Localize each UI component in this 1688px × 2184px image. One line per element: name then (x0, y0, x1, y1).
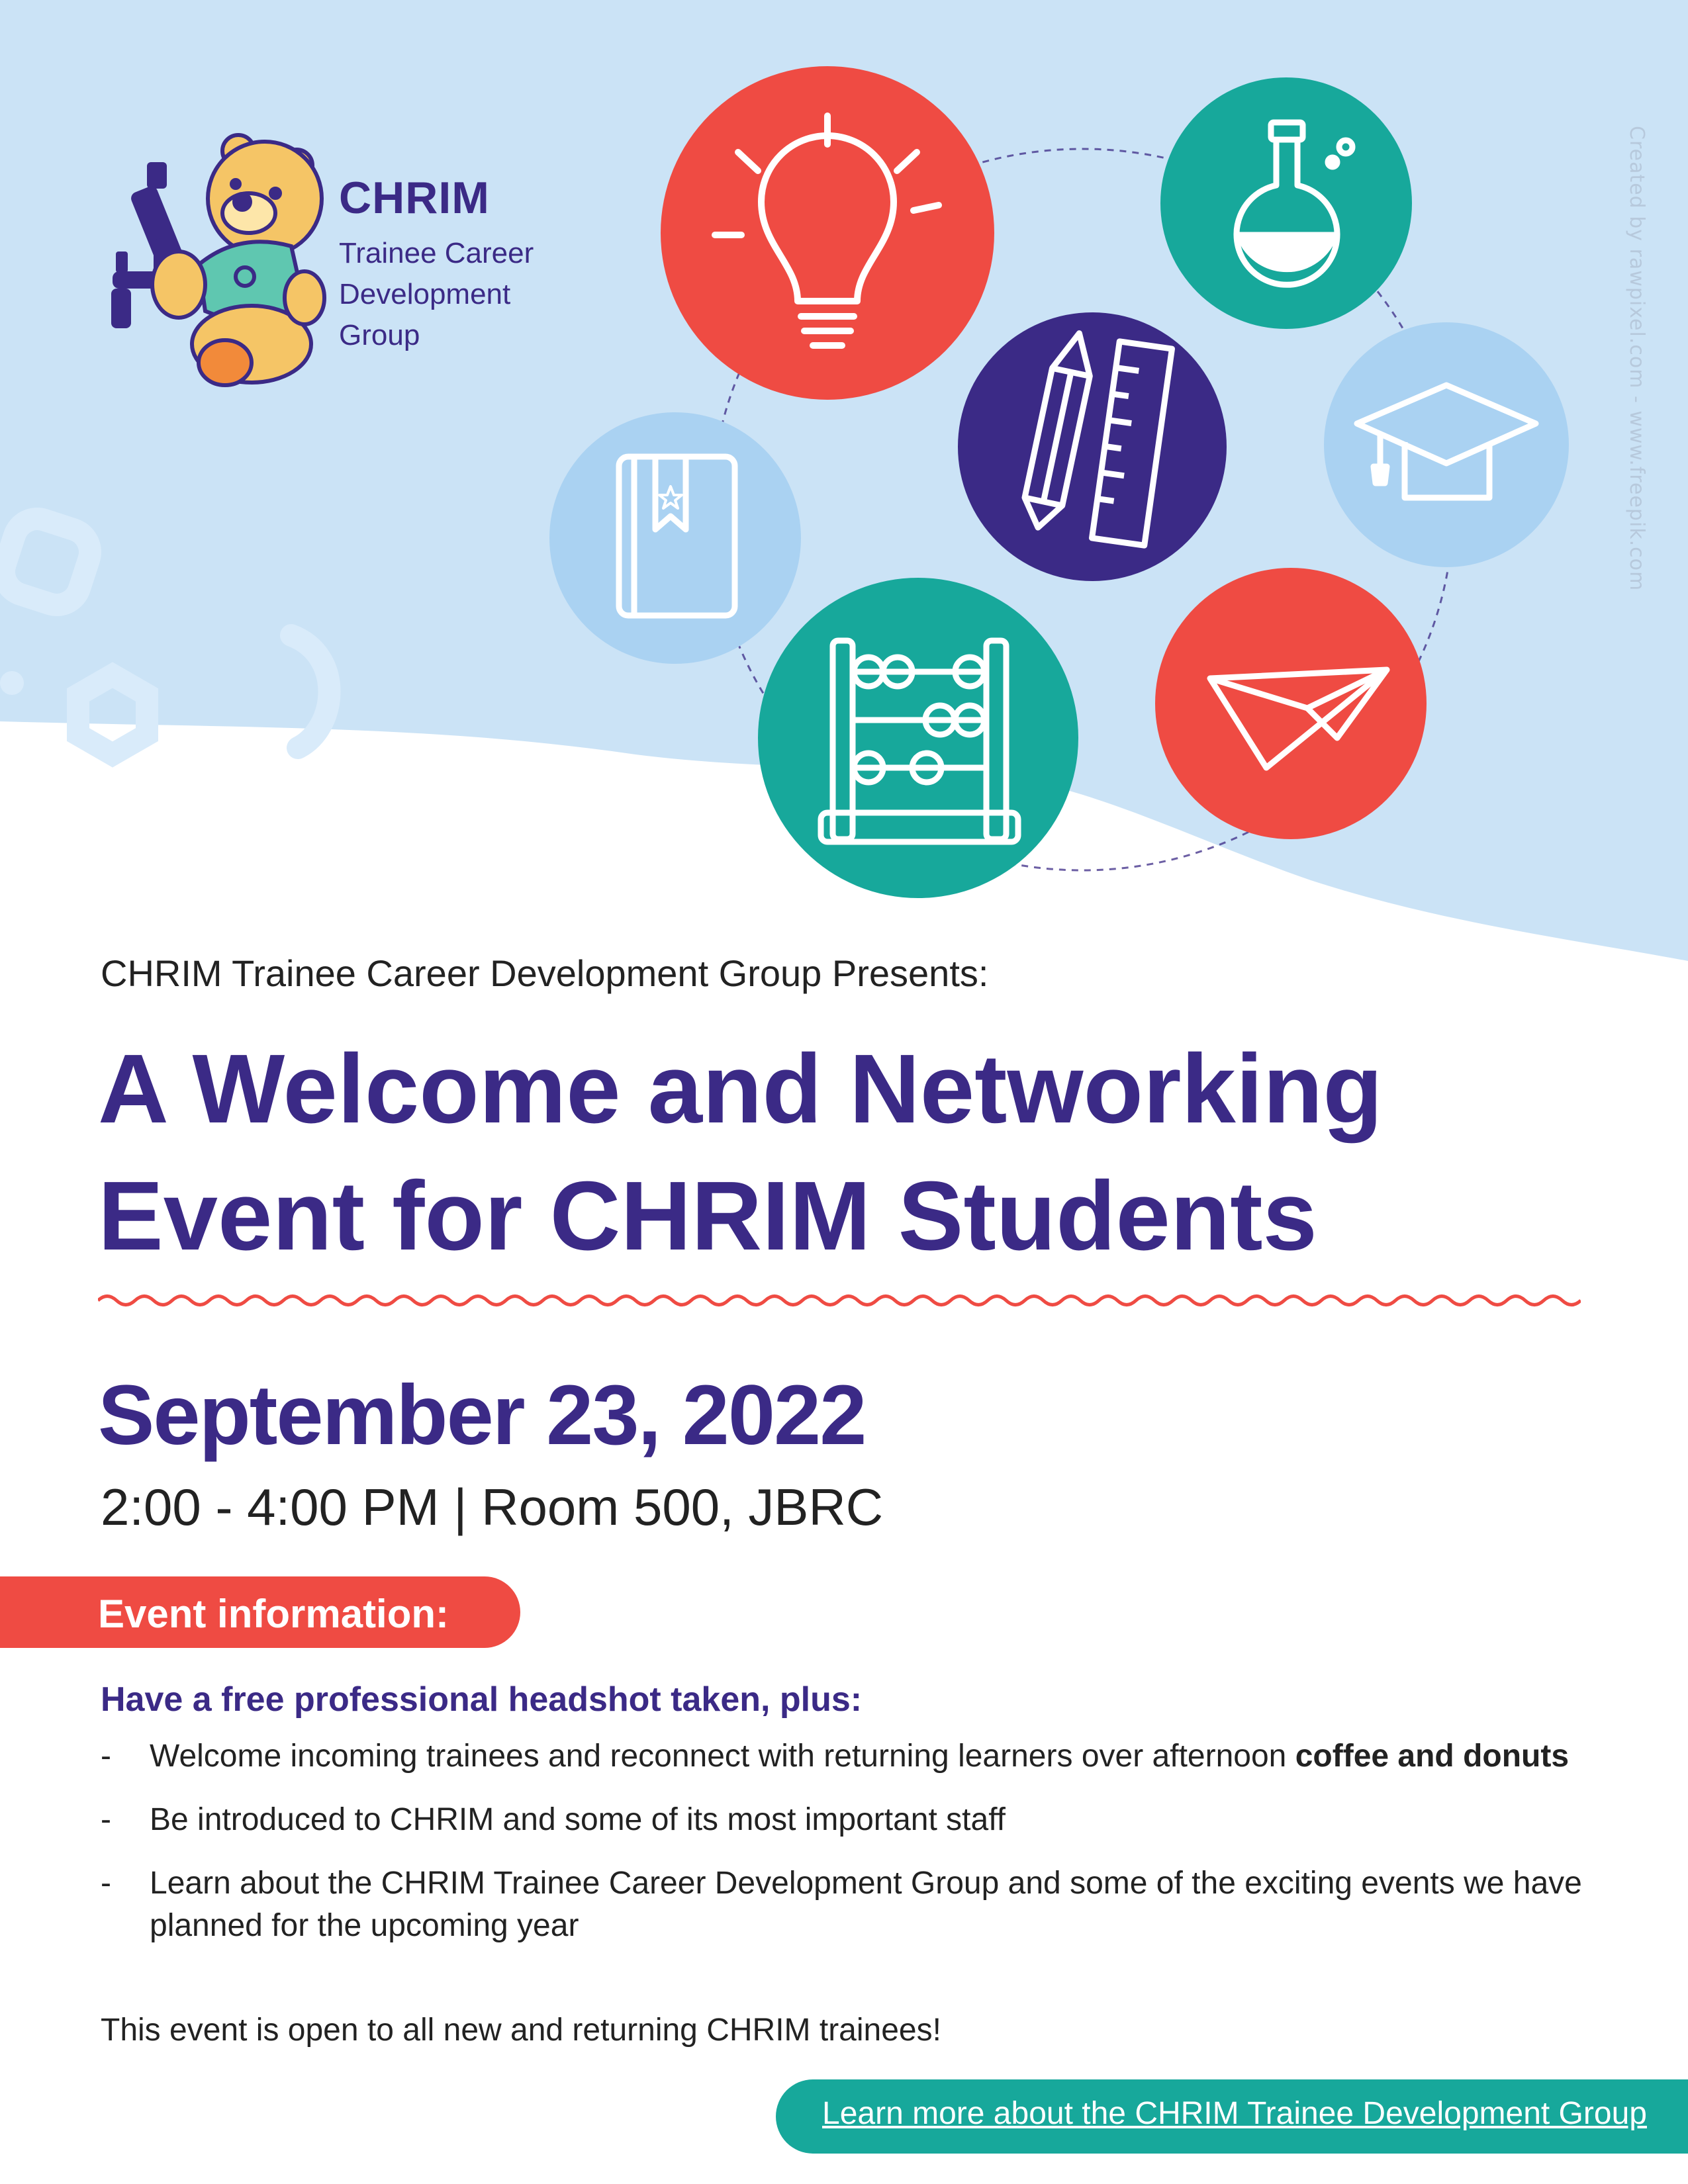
learn-more-link[interactable] (776, 2079, 1688, 2154)
logo-subtitle-line: Development (339, 278, 511, 310)
logo-title: CHRIM (339, 173, 490, 223)
lead-text: Have a free professional headshot taken, plus: (101, 1680, 863, 1719)
list-item (101, 1799, 1583, 1841)
logo-subtitle-line: Group (339, 319, 420, 351)
list-item-text: Be introduced to CHRIM and some of its most important staff (150, 1802, 1006, 1837)
hero-illustration (0, 0, 1688, 993)
flask-circle (1160, 77, 1412, 329)
closing-note: This event is open to all new and returning CHRIM trainees! (101, 2013, 941, 2048)
list-item (101, 1735, 1583, 1778)
bullet-dash: - (101, 1802, 111, 1837)
logo-subtitle (339, 233, 534, 356)
list-item (101, 1862, 1583, 1947)
event-information-banner (0, 1576, 520, 1648)
headline-line: A Welcome and Networking (98, 1034, 1383, 1144)
list-item-text: Welcome incoming trainees and reconnect with returning learners over afternoon (150, 1739, 1295, 1774)
wavy-divider (98, 1291, 1581, 1310)
bullet-dash: - (101, 1739, 111, 1774)
event-information-label: Event information: (98, 1592, 449, 1636)
details-list (101, 1735, 1583, 1968)
logo-subtitle-line: Trainee Career (339, 237, 534, 269)
decor-dot (0, 671, 24, 695)
abacus-circle (758, 578, 1078, 898)
image-credit: Created by rawpixel.com - www.freepik.com (1625, 126, 1648, 592)
bookmark-book-circle (549, 412, 801, 664)
event-date: September 23, 2022 (98, 1368, 866, 1463)
event-headline (98, 1026, 1587, 1280)
headline-line: Event for CHRIM Students (98, 1161, 1317, 1271)
presents-line: CHRIM Trainee Career Development Group Presents: (101, 952, 989, 994)
bullet-dash: - (101, 1866, 111, 1901)
logo-text (339, 172, 534, 356)
learn-more-link-text: Learn more about the CHRIM Trainee Development Group (822, 2096, 1647, 2131)
graduation-cap-circle (1324, 322, 1569, 567)
time-and-location: 2:00 - 4:00 PM | Room 500, JBRC (101, 1478, 884, 1536)
list-item-text: Learn about the CHRIM Trainee Career Development Group and some of the exciting events we have planned for the upcoming year (150, 1866, 1582, 1943)
list-item-bold: coffee and donuts (1295, 1739, 1570, 1774)
